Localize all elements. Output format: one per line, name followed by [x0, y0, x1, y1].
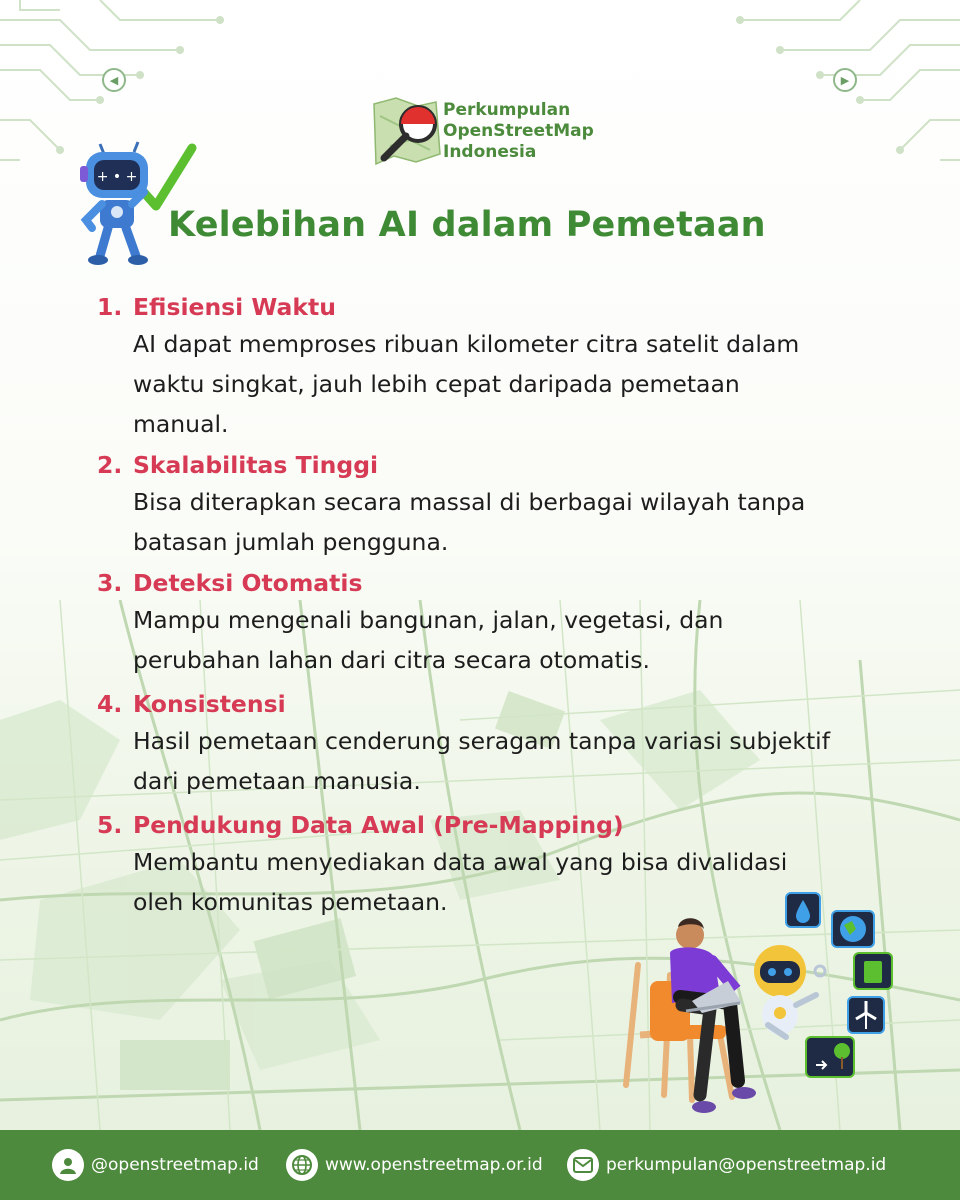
item-description-line: manual.	[133, 410, 229, 438]
item-number: 5.	[97, 811, 123, 839]
item-heading-text: Konsistensi	[133, 690, 286, 718]
list-item	[97, 292, 907, 444]
previous-arrow-icon[interactable]: ◀	[102, 68, 126, 92]
yellow-robot-icon	[754, 945, 825, 1037]
footer-website-url[interactable]: www.openstreetmap.or.id	[325, 1155, 543, 1175]
item-heading	[97, 450, 907, 480]
magnifier-map-logo-icon	[370, 96, 442, 168]
user-icon	[52, 1149, 84, 1181]
person-and-robot-illustration	[620, 885, 910, 1130]
item-heading-text: Pendukung Data Awal (Pre-Mapping)	[133, 811, 624, 839]
item-description-line: Mampu mengenali bangunan, jalan, vegetasi, dan	[133, 606, 724, 634]
globe-icon	[286, 1149, 318, 1181]
brand-name-line-1: Perkumpulan	[443, 100, 571, 120]
item-description-line: waktu singkat, jauh lebih cepat daripada pemetaan	[133, 370, 740, 398]
item-heading-text: Efisiensi Waktu	[133, 293, 336, 321]
osm-indonesia-logo	[370, 96, 600, 168]
item-heading	[97, 689, 907, 719]
list-item	[97, 450, 907, 562]
page-title: Kelebihan AI dalam Pemetaan	[168, 205, 766, 245]
footer-email[interactable]	[567, 1147, 886, 1183]
brand-name	[443, 100, 594, 163]
circuit-decoration-right	[700, 0, 960, 200]
plant-growth-icon	[806, 1037, 854, 1077]
item-description-line: Hasil pemetaan cenderung seragam tanpa variasi subjektif	[133, 727, 830, 755]
item-description	[133, 482, 907, 562]
item-heading	[97, 810, 907, 840]
item-description-line: batasan jumlah pengguna.	[133, 528, 449, 556]
item-description-line: AI dapat memproses ribuan kilometer citra satelit dalam	[133, 330, 800, 358]
item-description-line: perubahan lahan dari citra secara otomatis.	[133, 646, 650, 674]
item-description-line: dari pemetaan manusia.	[133, 767, 421, 795]
footer-social-handle[interactable]: @openstreetmap.id	[91, 1155, 259, 1175]
water-drop-icon	[786, 893, 820, 927]
globe-tile-icon	[832, 911, 874, 947]
item-heading-text: Skalabilitas Tinggi	[133, 451, 379, 479]
item-number: 1.	[97, 293, 123, 321]
list-item	[97, 689, 907, 801]
svg-text:+ • +: + • +	[96, 169, 138, 185]
brand-name-line-3: Indonesia	[443, 142, 537, 162]
wind-turbine-icon	[848, 997, 884, 1033]
item-description	[133, 600, 907, 680]
footer-website[interactable]	[286, 1147, 543, 1183]
item-heading	[97, 568, 907, 598]
item-description-line: Bisa diterapkan secara massal di berbagai wilayah tanpa	[133, 488, 806, 516]
brand-name-line-2: OpenStreetMap	[443, 121, 594, 141]
footer-bar	[0, 1130, 960, 1200]
item-number: 4.	[97, 690, 123, 718]
item-number: 3.	[97, 569, 123, 597]
item-heading	[97, 292, 907, 322]
item-description-line: oleh komunitas pemetaan.	[133, 888, 448, 916]
recycle-bin-icon	[854, 953, 892, 989]
item-heading-text: Deteksi Otomatis	[133, 569, 363, 597]
next-arrow-icon[interactable]: ▶	[833, 68, 857, 92]
mail-icon	[567, 1149, 599, 1181]
item-description-line: Membantu menyediakan data awal yang bisa divalidasi	[133, 848, 788, 876]
list-item	[97, 568, 907, 680]
footer-social[interactable]	[52, 1147, 259, 1183]
item-description	[133, 721, 907, 801]
item-description	[133, 324, 907, 444]
item-number: 2.	[97, 451, 123, 479]
footer-email-address[interactable]: perkumpulan@openstreetmap.id	[606, 1155, 887, 1175]
